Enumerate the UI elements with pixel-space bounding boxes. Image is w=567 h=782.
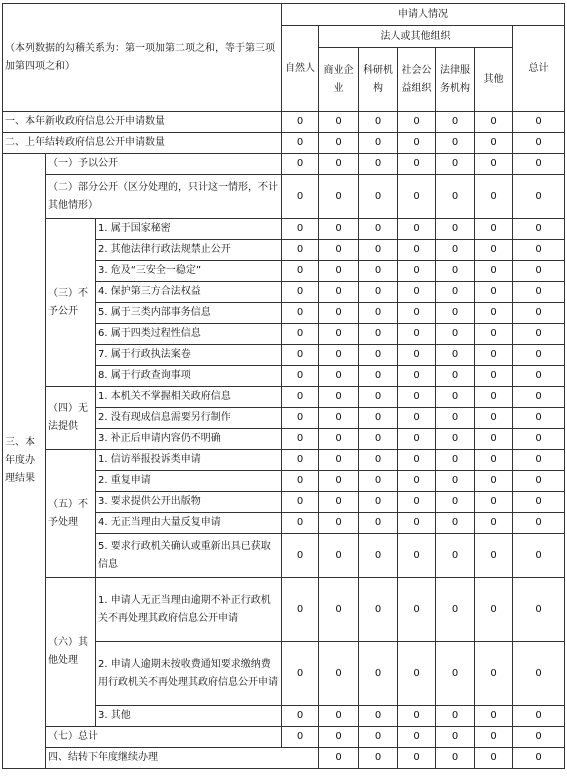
cell: 0 bbox=[475, 366, 513, 387]
cell: 0 bbox=[359, 534, 398, 578]
cell: 0 bbox=[513, 261, 565, 282]
header-col-research: 科研机构 bbox=[359, 48, 398, 112]
cell: 0 bbox=[282, 450, 319, 471]
cell: 0 bbox=[513, 133, 565, 154]
cell: 0 bbox=[398, 706, 436, 727]
group-label: （三）不予公开 bbox=[46, 219, 96, 387]
cell: 0 bbox=[319, 133, 359, 154]
cell: 0 bbox=[436, 727, 475, 748]
cell: 0 bbox=[359, 727, 398, 748]
cell: 0 bbox=[359, 112, 398, 133]
cell: 0 bbox=[436, 642, 475, 706]
cell: 0 bbox=[319, 492, 359, 513]
cell: 0 bbox=[436, 133, 475, 154]
cell: 0 bbox=[282, 513, 319, 534]
cell: 0 bbox=[436, 534, 475, 578]
cell: 0 bbox=[475, 408, 513, 429]
cell: 0 bbox=[319, 240, 359, 261]
cell: 0 bbox=[359, 303, 398, 324]
cell: 0 bbox=[398, 366, 436, 387]
cell: 0 bbox=[513, 324, 565, 345]
cell: 0 bbox=[436, 408, 475, 429]
cell: 0 bbox=[513, 303, 565, 324]
cell: 0 bbox=[475, 324, 513, 345]
row-label: 二、上年结转政府信息公开申请数量 bbox=[3, 133, 282, 154]
cell: 0 bbox=[282, 408, 319, 429]
cell: 0 bbox=[436, 450, 475, 471]
cell: 0 bbox=[436, 282, 475, 303]
row-label: （七）总计 bbox=[46, 727, 282, 748]
disclosure-stats-table bbox=[2, 3, 565, 769]
cell: 0 bbox=[398, 429, 436, 450]
cell: 0 bbox=[513, 219, 565, 240]
cell: 0 bbox=[282, 578, 319, 642]
table-row bbox=[3, 387, 565, 408]
row-label: 1. 信访举报投诉类申请 bbox=[96, 450, 282, 471]
row-label: （二）部分公开（区分处理的，只计这一情形，不计其他情形） bbox=[46, 175, 282, 219]
cell: 0 bbox=[359, 175, 398, 219]
cell: 0 bbox=[282, 282, 319, 303]
cell: 0 bbox=[319, 324, 359, 345]
table-row bbox=[3, 112, 565, 133]
row-label: 3. 危及“三安全一稳定” bbox=[96, 261, 282, 282]
cell: 0 bbox=[282, 534, 319, 578]
cell: 0 bbox=[436, 706, 475, 727]
row-label: （一）予以公开 bbox=[46, 154, 282, 175]
cell: 0 bbox=[319, 706, 359, 727]
group-label: （四）无法提供 bbox=[46, 387, 96, 450]
cell: 0 bbox=[475, 492, 513, 513]
cell: 0 bbox=[475, 727, 513, 748]
row-label: 4. 保护第三方合法权益 bbox=[96, 282, 282, 303]
cell: 0 bbox=[436, 366, 475, 387]
cell: 0 bbox=[282, 154, 319, 175]
cell: 0 bbox=[398, 345, 436, 366]
cell: 0 bbox=[398, 642, 436, 706]
cell: 0 bbox=[359, 578, 398, 642]
cell: 0 bbox=[475, 471, 513, 492]
cell: 0 bbox=[398, 154, 436, 175]
cell: 0 bbox=[475, 387, 513, 408]
row-label: 2. 重复申请 bbox=[96, 471, 282, 492]
cell: 0 bbox=[398, 387, 436, 408]
cell: 0 bbox=[475, 282, 513, 303]
cell: 0 bbox=[319, 261, 359, 282]
cell: 0 bbox=[282, 324, 319, 345]
cell: 0 bbox=[513, 429, 565, 450]
cell: 0 bbox=[436, 748, 475, 769]
cell: 0 bbox=[475, 642, 513, 706]
cell: 0 bbox=[398, 219, 436, 240]
cell: 0 bbox=[359, 748, 398, 769]
cell: 0 bbox=[319, 219, 359, 240]
cell: 0 bbox=[319, 450, 359, 471]
cell: 0 bbox=[475, 706, 513, 727]
cell: 0 bbox=[319, 471, 359, 492]
cell: 0 bbox=[359, 345, 398, 366]
cell: 0 bbox=[319, 513, 359, 534]
header-col-other: 其他 bbox=[475, 48, 513, 112]
cell: 0 bbox=[359, 408, 398, 429]
cell: 0 bbox=[319, 727, 359, 748]
cell: 0 bbox=[436, 240, 475, 261]
cell: 0 bbox=[475, 534, 513, 578]
cell: 0 bbox=[436, 219, 475, 240]
cell: 0 bbox=[319, 534, 359, 578]
cell: 0 bbox=[359, 240, 398, 261]
cell: 0 bbox=[359, 366, 398, 387]
cell: 0 bbox=[398, 450, 436, 471]
cell: 0 bbox=[436, 387, 475, 408]
cell: 0 bbox=[436, 112, 475, 133]
cell: 0 bbox=[319, 345, 359, 366]
cell: 0 bbox=[398, 175, 436, 219]
cell: 0 bbox=[282, 261, 319, 282]
row-label: 4. 无正当理由大量反复申请 bbox=[96, 513, 282, 534]
cell: 0 bbox=[475, 133, 513, 154]
cell: 0 bbox=[513, 578, 565, 642]
cell: 0 bbox=[513, 471, 565, 492]
cell: 0 bbox=[319, 408, 359, 429]
cell: 0 bbox=[513, 175, 565, 219]
row-label: 2. 其他法律行政法规禁止公开 bbox=[96, 240, 282, 261]
cell: 0 bbox=[319, 387, 359, 408]
header-legal-entity: 法人或其他组织 bbox=[319, 26, 513, 48]
cell: 0 bbox=[359, 450, 398, 471]
row-label: 2. 申请人逾期未按收费通知要求缴纳费用行政机关不再处理其政府信息公开申请 bbox=[96, 642, 282, 706]
cell: 0 bbox=[475, 261, 513, 282]
cell: 0 bbox=[513, 366, 565, 387]
cell: 0 bbox=[513, 727, 565, 748]
cell: 0 bbox=[475, 112, 513, 133]
cell: 0 bbox=[513, 240, 565, 261]
cell: 0 bbox=[513, 513, 565, 534]
cell: 0 bbox=[359, 261, 398, 282]
table-row bbox=[3, 133, 565, 154]
row-label: 3. 要求提供公开出版物 bbox=[96, 492, 282, 513]
cell: 0 bbox=[359, 429, 398, 450]
header-applicant: 申请人情况 bbox=[282, 4, 565, 26]
cell: 0 bbox=[319, 154, 359, 175]
cell: 0 bbox=[398, 112, 436, 133]
table-row bbox=[3, 727, 565, 748]
cell: 0 bbox=[359, 706, 398, 727]
row-label: 8. 属于行政查询事项 bbox=[96, 366, 282, 387]
cell: 0 bbox=[398, 261, 436, 282]
table-row bbox=[3, 748, 565, 769]
cell: 0 bbox=[282, 366, 319, 387]
cell: 0 bbox=[436, 471, 475, 492]
cell: 0 bbox=[359, 219, 398, 240]
cell: 0 bbox=[475, 345, 513, 366]
cell: 0 bbox=[513, 450, 565, 471]
cell: 0 bbox=[398, 513, 436, 534]
cell: 0 bbox=[282, 429, 319, 450]
cell: 0 bbox=[398, 578, 436, 642]
cell: 0 bbox=[282, 112, 319, 133]
header-note: （本列数据的勾稽关系为：第一项加第二项之和，等于第三项加第四项之和） bbox=[3, 4, 282, 112]
cell: 0 bbox=[513, 282, 565, 303]
table-row bbox=[3, 578, 565, 642]
cell: 0 bbox=[513, 345, 565, 366]
cell: 0 bbox=[398, 471, 436, 492]
cell: 0 bbox=[436, 175, 475, 219]
cell: 0 bbox=[282, 471, 319, 492]
cell: 0 bbox=[398, 492, 436, 513]
cell: 0 bbox=[398, 133, 436, 154]
cell: 0 bbox=[513, 642, 565, 706]
cell: 0 bbox=[282, 345, 319, 366]
cell: 0 bbox=[398, 303, 436, 324]
cell: 0 bbox=[319, 578, 359, 642]
header-col-legal-service: 法律服务机构 bbox=[436, 48, 475, 112]
header-col-public-welfare: 社会公益组织 bbox=[398, 48, 436, 112]
cell: 0 bbox=[282, 727, 319, 748]
cell: 0 bbox=[319, 175, 359, 219]
table-row bbox=[3, 175, 565, 219]
cell: 0 bbox=[282, 175, 319, 219]
cell: 0 bbox=[359, 642, 398, 706]
header-natural-person: 自然人 bbox=[282, 26, 319, 112]
cell: 0 bbox=[359, 324, 398, 345]
cell: 0 bbox=[475, 748, 513, 769]
cell: 0 bbox=[436, 578, 475, 642]
cell: 0 bbox=[398, 727, 436, 748]
cell: 0 bbox=[513, 387, 565, 408]
row-label: 1. 申请人无正当理由逾期不补正行政机关不再处理其政府信息公开申请 bbox=[96, 578, 282, 642]
group-label: （六）其他处理 bbox=[46, 578, 96, 727]
cell: 0 bbox=[359, 513, 398, 534]
cell: 0 bbox=[359, 282, 398, 303]
cell: 0 bbox=[282, 387, 319, 408]
table-row bbox=[3, 154, 565, 175]
cell: 0 bbox=[436, 345, 475, 366]
cell: 0 bbox=[475, 578, 513, 642]
cell: 0 bbox=[282, 219, 319, 240]
cell: 0 bbox=[513, 492, 565, 513]
cell: 0 bbox=[475, 219, 513, 240]
cell: 0 bbox=[319, 366, 359, 387]
cell: 0 bbox=[513, 748, 565, 769]
cell: 0 bbox=[359, 492, 398, 513]
row-label: 一、本年新收政府信息公开申请数量 bbox=[3, 112, 282, 133]
cell: 0 bbox=[359, 387, 398, 408]
cell: 0 bbox=[319, 303, 359, 324]
cell: 0 bbox=[282, 492, 319, 513]
cell: 0 bbox=[513, 534, 565, 578]
row-label: 5. 属于三类内部事务信息 bbox=[96, 303, 282, 324]
cell: 0 bbox=[436, 324, 475, 345]
cell: 0 bbox=[398, 748, 436, 769]
row-label: 6. 属于四类过程性信息 bbox=[96, 324, 282, 345]
cell: 0 bbox=[475, 513, 513, 534]
cell: 0 bbox=[398, 534, 436, 578]
cell: 0 bbox=[513, 408, 565, 429]
cell: 0 bbox=[282, 133, 319, 154]
header-total: 总计 bbox=[513, 26, 565, 112]
cell: 0 bbox=[398, 282, 436, 303]
cell: 0 bbox=[436, 429, 475, 450]
cell: 0 bbox=[513, 112, 565, 133]
cell: 0 bbox=[475, 175, 513, 219]
cell: 0 bbox=[475, 450, 513, 471]
cell: 0 bbox=[436, 261, 475, 282]
cell: 0 bbox=[513, 154, 565, 175]
cell: 0 bbox=[359, 471, 398, 492]
row-label: 7. 属于行政执法案卷 bbox=[96, 345, 282, 366]
section-three-label: 三、本年度办理结果 bbox=[3, 154, 46, 769]
cell: 0 bbox=[359, 154, 398, 175]
cell: 0 bbox=[282, 642, 319, 706]
cell: 0 bbox=[475, 154, 513, 175]
cell: 0 bbox=[359, 133, 398, 154]
cell: 0 bbox=[398, 240, 436, 261]
cell: 0 bbox=[319, 429, 359, 450]
cell: 0 bbox=[319, 112, 359, 133]
row-label: 5. 要求行政机关确认或重新出具已获取信息 bbox=[96, 534, 282, 578]
cell: 0 bbox=[282, 303, 319, 324]
cell: 0 bbox=[436, 154, 475, 175]
cell: 0 bbox=[475, 429, 513, 450]
cell: 0 bbox=[475, 240, 513, 261]
cell: 0 bbox=[475, 303, 513, 324]
cell: 0 bbox=[436, 492, 475, 513]
row-label: 3. 补正后申请内容仍不明确 bbox=[96, 429, 282, 450]
row-label: 1. 本机关不掌握相关政府信息 bbox=[96, 387, 282, 408]
table-row bbox=[3, 219, 565, 240]
header-col-business: 商业企业 bbox=[319, 48, 359, 112]
cell: 0 bbox=[282, 706, 319, 727]
cell: 0 bbox=[436, 513, 475, 534]
group-label: （五）不予处理 bbox=[46, 450, 96, 578]
row-label: 2. 没有现成信息需要另行制作 bbox=[96, 408, 282, 429]
cell: 0 bbox=[398, 324, 436, 345]
table-row bbox=[3, 450, 565, 471]
row-label: 1. 属于国家秘密 bbox=[96, 219, 282, 240]
cell: 0 bbox=[282, 240, 319, 261]
cell: 0 bbox=[319, 282, 359, 303]
row-label: 四、结转下年度继续办理 bbox=[46, 748, 319, 769]
cell: 0 bbox=[398, 408, 436, 429]
cell: 0 bbox=[319, 748, 359, 769]
cell: 0 bbox=[513, 706, 565, 727]
cell: 0 bbox=[436, 303, 475, 324]
row-label: 3. 其他 bbox=[96, 706, 282, 727]
cell: 0 bbox=[319, 642, 359, 706]
